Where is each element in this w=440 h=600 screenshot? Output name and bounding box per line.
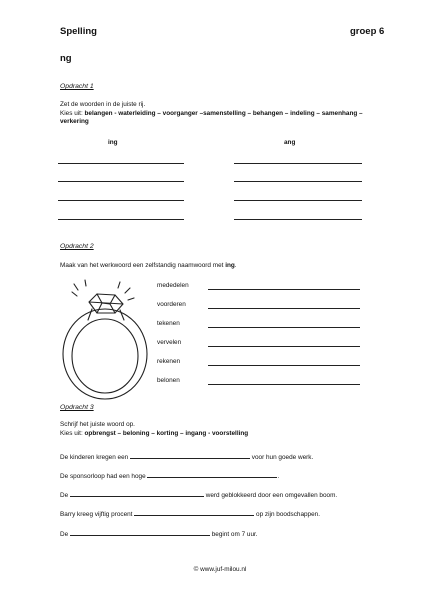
answer-line-noun[interactable]	[208, 346, 360, 347]
choice-words: opbrengst – beloning – korting – ingang - voorstelling	[84, 430, 249, 437]
opdracht3-choices	[60, 430, 248, 438]
answer-blank[interactable]	[130, 452, 250, 459]
answer-line-ang[interactable]	[234, 181, 362, 182]
instruction-bold: ing	[225, 262, 235, 269]
answer-line-ang[interactable]	[234, 163, 362, 164]
answer-line-ing[interactable]	[58, 181, 184, 182]
sentence-3	[60, 490, 337, 499]
sentence-text: De sponsorloop had een hoge	[60, 473, 146, 480]
grade-label: groep 6	[350, 26, 385, 37]
sentence-2	[60, 471, 279, 480]
ring-illustration	[52, 272, 152, 404]
answer-line-ang[interactable]	[234, 219, 362, 220]
opdracht1-instruction: Zet de woorden in de juiste rij.	[60, 101, 146, 108]
answer-line-noun[interactable]	[208, 308, 360, 309]
opdracht2-instruction	[60, 262, 237, 270]
verb-label: rekenen	[157, 358, 181, 365]
verb-label: voorderen	[157, 301, 186, 308]
opdracht1-choices	[60, 110, 400, 118]
column-header-ang: ang	[284, 139, 296, 146]
sentence-text: De	[60, 492, 69, 499]
answer-blank[interactable]	[134, 509, 254, 516]
sentence-4	[60, 509, 320, 518]
answer-blank[interactable]	[70, 490, 204, 497]
sentence-text: voor hun goede werk.	[251, 454, 314, 461]
answer-line-noun[interactable]	[208, 365, 360, 366]
opdracht2-heading: Opdracht 2	[60, 243, 94, 250]
verb-label: tekenen	[157, 320, 180, 327]
opdracht3-heading: Opdracht 3	[60, 404, 94, 411]
answer-line-noun[interactable]	[208, 289, 360, 290]
sentence-text: Barry kreeg vijftig procent	[60, 511, 133, 518]
choose-prefix: Kies uit:	[60, 110, 83, 117]
topic-label: ng	[60, 53, 72, 64]
sentence-text: begint om 7 uur.	[211, 531, 258, 538]
sentence-1	[60, 452, 313, 461]
sentence-text: werd geblokkeerd door een omgevallen boom.	[205, 492, 338, 499]
answer-line-ing[interactable]	[58, 200, 184, 201]
sentence-5	[60, 529, 258, 538]
choose-prefix: Kies uit:	[60, 430, 83, 437]
sentence-text: De	[60, 531, 69, 538]
answer-line-noun[interactable]	[208, 327, 360, 328]
answer-line-ang[interactable]	[234, 200, 362, 201]
answer-line-noun[interactable]	[208, 384, 360, 385]
answer-blank[interactable]	[147, 471, 280, 480]
answer-line-ing[interactable]	[58, 163, 184, 164]
sentence-text: op zijn boodschappen.	[256, 511, 320, 518]
sentence-text: De kinderen kregen een	[60, 454, 129, 461]
answer-line-ing[interactable]	[58, 219, 184, 220]
opdracht1-heading: Opdracht 1	[60, 83, 94, 90]
instruction-suffix: .	[234, 262, 237, 269]
column-header-ing: ing	[108, 139, 118, 146]
instruction-text: Maak van het werkwoord een zelfstandig naamwoord met	[60, 262, 226, 269]
verb-label: belonen	[157, 377, 180, 384]
opdracht3-instruction: Schrijf het juiste woord op.	[60, 421, 135, 428]
page-title: Spelling	[60, 26, 97, 37]
footer-copyright: © www.juf-milou.nl	[193, 566, 247, 573]
sentence-text: .	[277, 473, 280, 480]
choice-words-line2: verkering	[60, 118, 89, 125]
choice-words: belangen - waterleiding – voorganger –samenstelling – behangen – indeling – samenhang –	[84, 110, 363, 117]
verb-label: vervelen	[157, 339, 182, 346]
verb-label: mededelen	[157, 282, 189, 289]
answer-blank[interactable]	[70, 529, 210, 536]
